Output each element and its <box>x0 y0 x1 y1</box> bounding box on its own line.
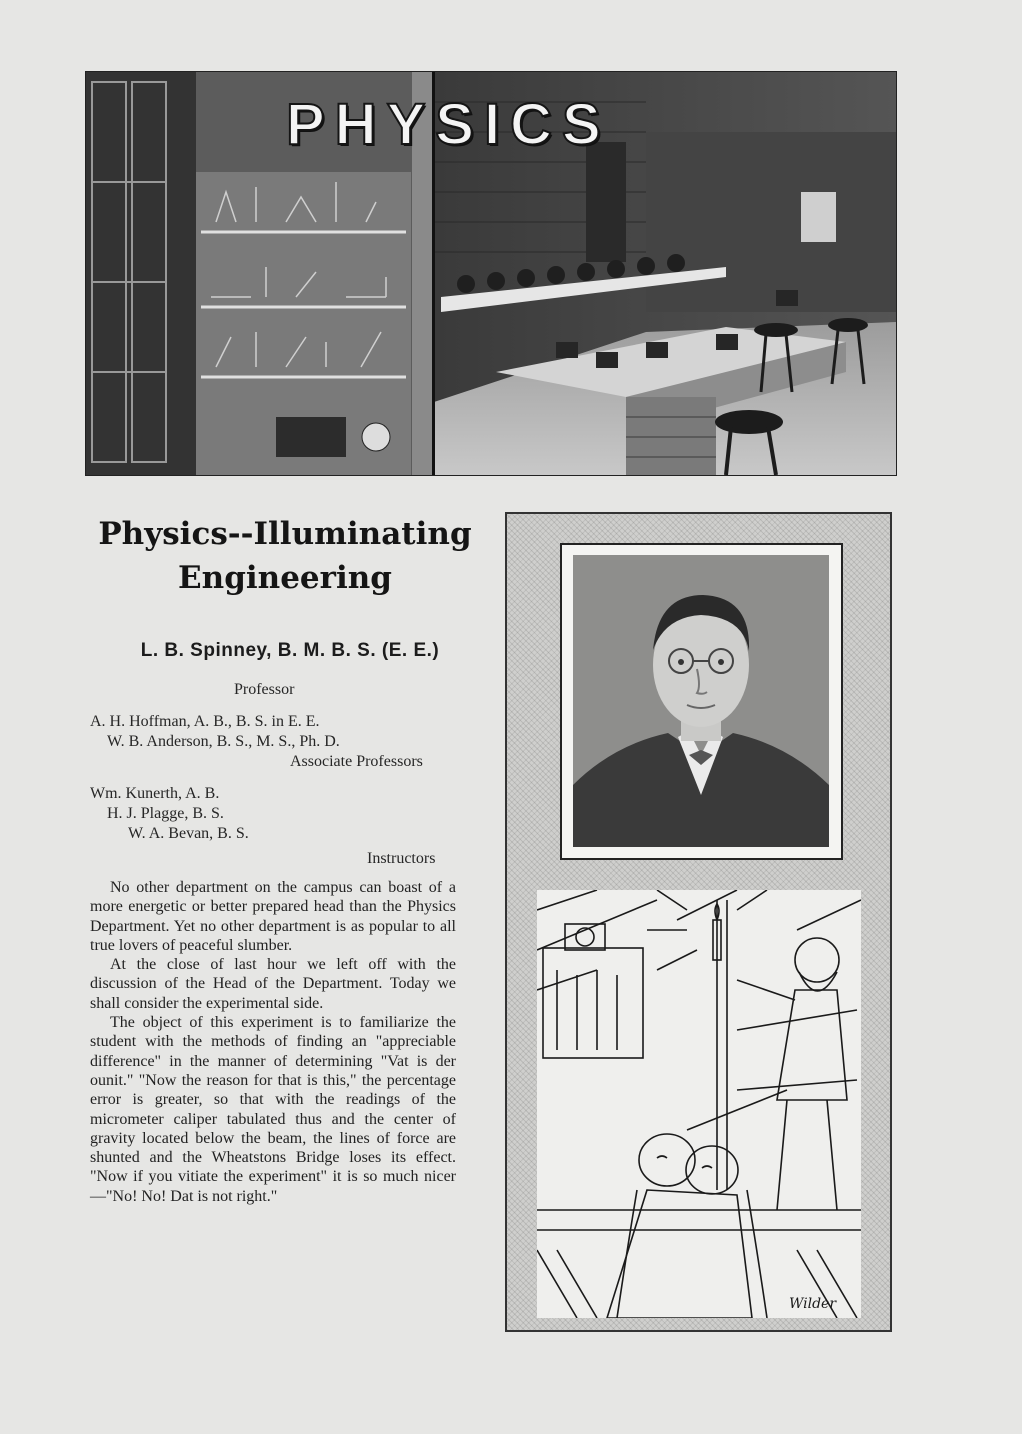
instructors-label: Instructors <box>367 850 436 867</box>
professor-title: Professor <box>234 681 295 698</box>
article-body <box>90 878 456 1206</box>
associate-name-2: W. B. Anderson, B. S., M. S., Ph. D. <box>107 733 340 750</box>
instructor-name-3: W. A. Bevan, B. S. <box>128 825 249 842</box>
heading-line-2: Engineering <box>178 560 392 596</box>
classroom-cartoon <box>537 890 861 1318</box>
heading-line-1: Physics--Illuminating <box>98 516 472 552</box>
instructor-name-2: H. J. Plagge, B. S. <box>107 805 224 822</box>
cartoon-signature: Wilder <box>789 1296 837 1312</box>
instructor-name-1: Wm. Kunerth, A. B. <box>90 785 220 802</box>
physics-lab-photo <box>85 71 897 476</box>
section-heading <box>85 512 485 600</box>
associates-label: Associate Professors <box>290 753 423 770</box>
portrait-illustration <box>573 555 829 847</box>
associate-name-1: A. H. Hoffman, A. B., B. S. in E. E. <box>90 713 320 730</box>
professor-portrait <box>573 555 829 847</box>
paragraph-2: At the close of last hour we left off with the discussion of the Head of the Department. Today we shall consider the experimental side. <box>90 956 456 1012</box>
paragraph-1: No other department on the campus can boast of a more energetic or better prepared head than the Physics Department. Yet no other department is as popular to all true lovers of peaceful slumber. <box>90 879 456 954</box>
paragraph-3: The object of this experiment is to familiarize the student with the methods of finding an "appreciable difference" in the manner of determining "Vat is der ounit." "Now the reason for that is this," the percentage error is greater, so that with the readings of the micrometer caliper tabulated thus and the center of gravity located below the beam, the lines of force are shunted and the Wheatstons Bridge loses its effect. "Now if you vitiate the experiment" it is so much nicer—"No! No! Dat is not right." <box>90 1014 456 1205</box>
banner-title: PHYSICS <box>286 92 611 157</box>
professor-name: L. B. Spinney, B. M. B. S. (E. E.) <box>140 640 440 661</box>
cartoon-illustration <box>537 890 861 1318</box>
